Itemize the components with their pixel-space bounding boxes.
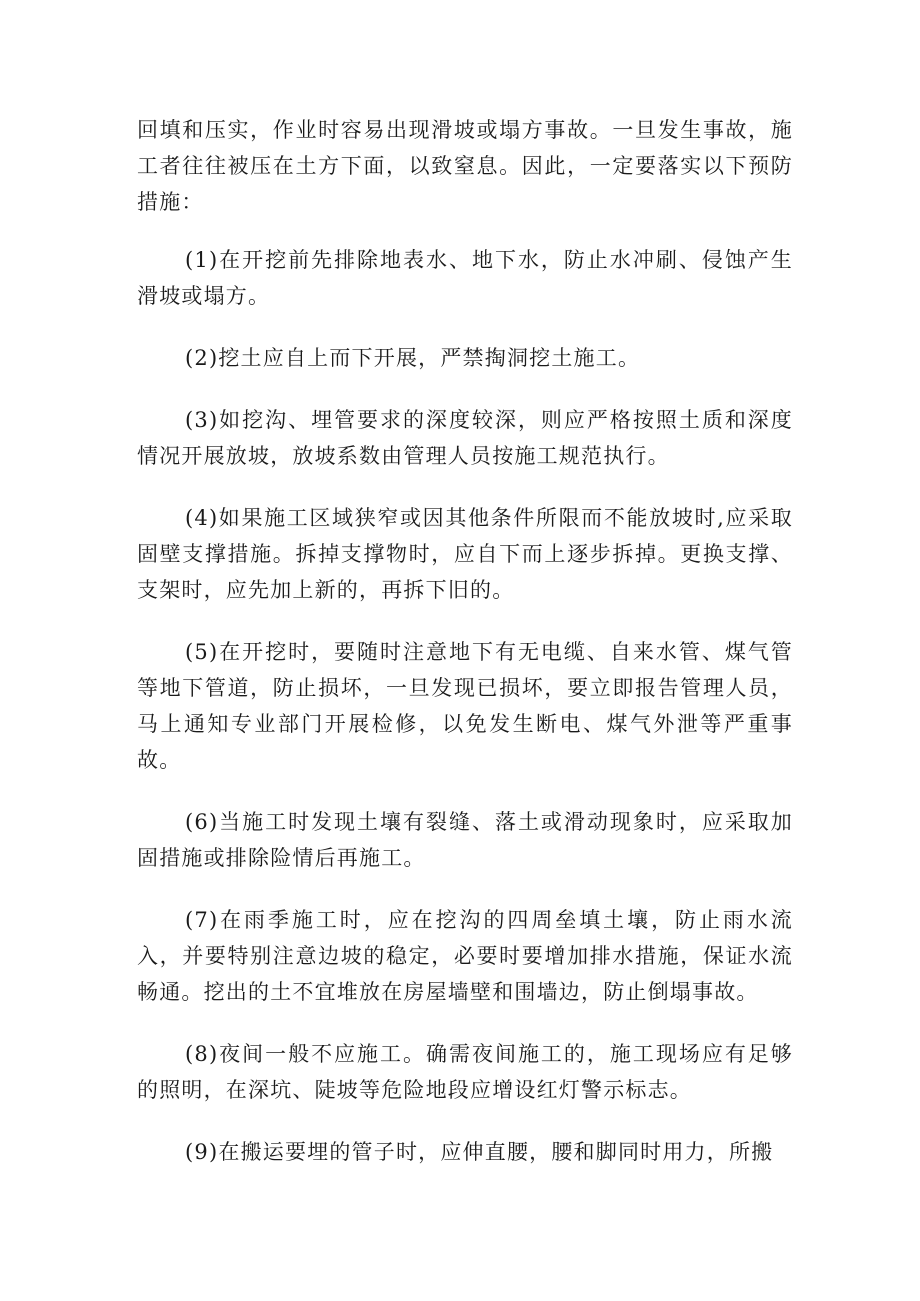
- paragraph-item-1: (1)在开挖前先排除地表水、地下水，防止水冲刷、侵蚀产生滑坡或塌方。: [137, 248, 793, 308]
- paragraph-item-7: (7)在雨季施工时，应在挖沟的四周垒填土壤，防止雨水流入，并要特别注意边坡的稳定，必要时要增加排水措施，保证水流畅通。挖出的土不宜堆放在房屋墙壁和围墙边，防止倒塌事故。: [137, 908, 793, 1004]
- body-text: [137, 112, 793, 1196]
- paragraph-item-4: (4)如果施工区域狭窄或因其他条件所限而不能放坡时,应采取固壁支撑措施。拆掉支撑物时，应自下而上逐步拆掉。更换支撑、支架时，应先加上新的，再拆下旧的。: [137, 506, 793, 602]
- paragraph-item-3: (3)如挖沟、埋管要求的深度较深，则应严格按照土质和深度情况开展放坡，放坡系数由管理人员按施工规范执行。: [137, 408, 793, 468]
- paragraph-item-9: (9)在搬运要埋的管子时，应伸直腰，腰和脚同时用力，所搬: [185, 1140, 774, 1164]
- paragraph-item-8: (8)夜间一般不应施工。确需夜间施工的，施工现场应有足够的照明，在深坑、陡坡等危险地段应增设红灯警示标志。: [137, 1042, 793, 1102]
- paragraph-intro: 回填和压实，作业时容易出现滑坡或塌方事故。一旦发生事故，施工者往往被压在土方下面，以致窒息。因此，一定要落实以下预防措施：: [137, 118, 793, 214]
- paragraph-item-6: (6)当施工时发现土壤有裂缝、落土或滑动现象时，应采取加固措施或排除险情后再施工。: [137, 810, 793, 870]
- paragraph-item-5: (5)在开挖时，要随时注意地下有无电缆、自来水管、煤气管等地下管道，防止损坏，一旦发现已损坏，要立即报告管理人员，马上通知专业部门开展检修，以免发生断电、煤气外泄等严重事故。: [137, 640, 793, 772]
- paragraph-item-2: (2)挖土应自上而下开展，严禁掏洞挖土施工。: [185, 346, 641, 370]
